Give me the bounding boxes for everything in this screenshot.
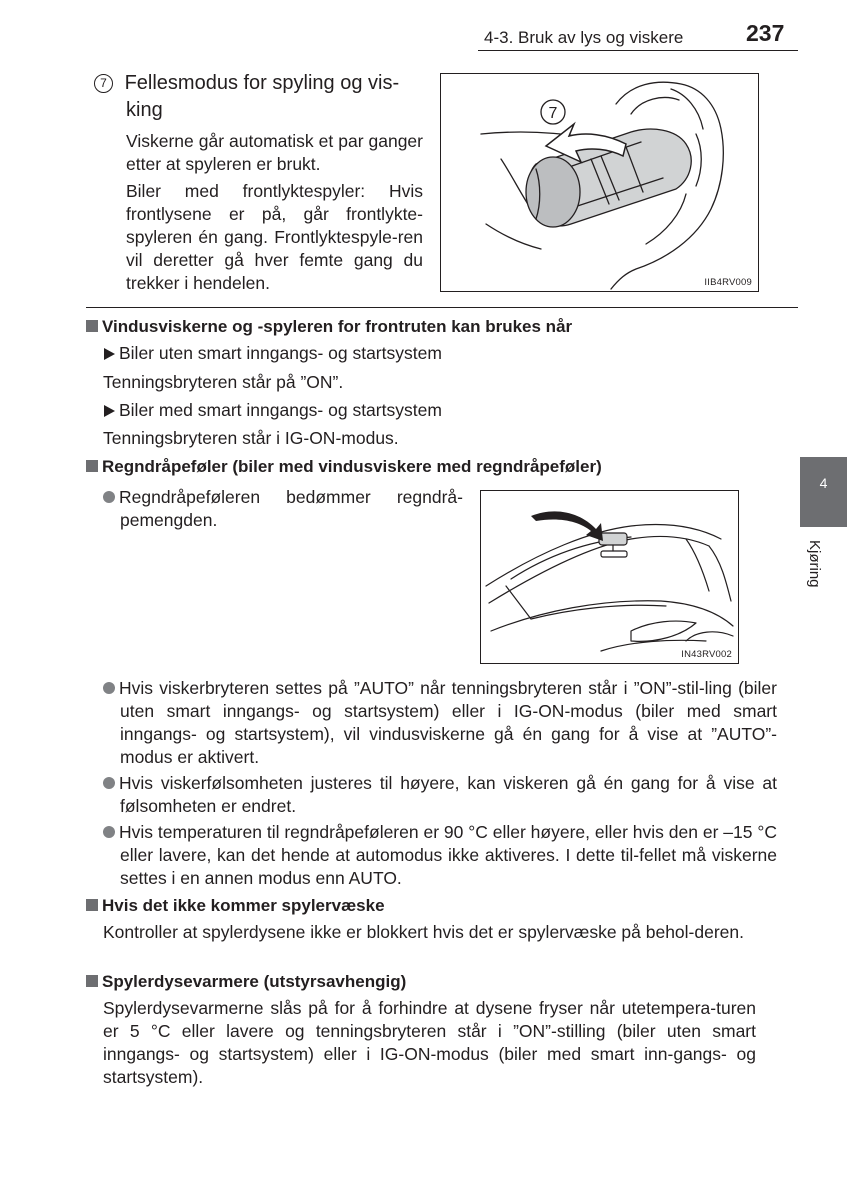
usable-sub1-text: Biler uten smart inngangs- og startsystem [119, 343, 442, 363]
triangle-bullet-icon [104, 348, 115, 360]
usable-text1: Tenningsbryteren står på ”ON”. [103, 372, 344, 392]
item-7-para2: Biler med frontlyktespyler: Hvis frontlysene er på, går frontlykte-spyleren én gang. Frontlyktespyle-ren vil deretter gå hver femte gang du trekker i hendelen. [126, 181, 423, 293]
round-bullet-icon [103, 682, 115, 694]
rain-bullet1 [103, 486, 463, 532]
figure2-code: IN43RV002 [681, 649, 732, 660]
usable-heading [86, 317, 572, 337]
usable-sub1 [104, 342, 442, 365]
square-bullet-icon [86, 975, 98, 987]
item-7-title-line1: Fellesmodus for spyling og vis- [124, 72, 400, 94]
rain-bullet4 [103, 821, 777, 890]
figure1-code: IIB4RV009 [704, 277, 752, 288]
item-7-title [94, 70, 429, 97]
rain-bullet1-line2: pemengden. [120, 510, 218, 530]
rain-bullet2 [103, 677, 777, 769]
wiper-lever-illustration [441, 74, 758, 291]
rain-bullet3 [103, 772, 777, 818]
page-number: 237 [746, 20, 785, 46]
rain-bullet2-text: Hvis viskerbryteren settes på ”AUTO” når tenningsbryteren står i ”ON”-stil-ling (biler uten smart inngangs- og startsystem) eller i IG-ON-modus (biler med smart inngangs- og startsystem), vil vindusviskerne gå én gang for å vise at ”AUTO”-modus er aktivert. [119, 678, 777, 767]
rain-heading [86, 457, 602, 477]
usable-sub2-text: Biler med smart inngangs- og startsystem [119, 400, 442, 420]
square-bullet-icon [86, 899, 98, 911]
item-7-para1: Viskerne går automatisk et par ganger etter at spyleren er brukt. [126, 131, 423, 174]
rain-bullet3-text: Hvis viskerfølsomheten justeres til høyere, kan viskeren gå én gang for å vise at følsomheten er endret. [119, 773, 777, 816]
triangle-bullet-icon [104, 405, 115, 417]
square-bullet-icon [86, 460, 98, 472]
item-7-title-line2: king [126, 99, 163, 121]
heater-heading-text: Spylerdysevarmere (utstyrsavhengig) [102, 972, 407, 991]
rain-bullet4-text: Hvis temperaturen til regndråpeføleren er 90 °C eller høyere, eller hvis den er –15 °C eller lavere, kan det hende at automodus ikke aktiveres. I dette til-fellet må viskerne settes i en annen modus enn AUTO. [119, 822, 777, 888]
section-divider [86, 307, 798, 308]
figure1-callout: 7 [548, 105, 558, 122]
usable-text2: Tenningsbryteren står i IG-ON-modus. [103, 428, 399, 448]
heater-heading [86, 972, 406, 992]
chapter-tab-number: 4 [819, 475, 828, 491]
nofluid-text: Kontroller at spylerdysene ikke er blokkert hvis det er spylervæske på behol-deren. [103, 922, 745, 942]
rain-sensor-illustration [481, 491, 738, 663]
round-bullet-icon [103, 777, 115, 789]
heater-text: Spylerdysevarmerne slås på for å forhindre at dysene fryser når utetempera-turen er 5 °C eller lavere og tenningsbryteren står i ”ON”-stilling (biler uten smart inngangs- og startsystem) eller i IG-ON-modus (biler med smart inn-gangs- og startsystem). [103, 998, 756, 1087]
nofluid-heading-text: Hvis det ikke kommer spylervæske [102, 896, 385, 915]
rain-bullet1-line1: Regndråpeføleren bedømmer regndrå- [119, 487, 463, 507]
wiper-lever-figure [440, 73, 759, 292]
chapter-tab-label: Kjøring [806, 540, 823, 588]
nofluid-heading [86, 896, 385, 916]
header-divider [478, 50, 798, 51]
usable-heading-text: Vindusviskerne og -spyleren for frontruten kan brukes når [102, 317, 573, 336]
rain-heading-text: Regndråpeføler (biler med vindusviskere med regndråpeføler) [102, 457, 602, 476]
section-title: 4-3. Bruk av lys og viskere [484, 28, 684, 47]
item-7 [94, 70, 429, 124]
chapter-tab [800, 457, 847, 527]
round-bullet-icon [103, 826, 115, 838]
square-bullet-icon [86, 320, 98, 332]
rain-sensor-figure [480, 490, 739, 664]
round-bullet-icon [103, 491, 115, 503]
item-7-marker: 7 [94, 74, 113, 93]
usable-sub2 [104, 399, 442, 422]
